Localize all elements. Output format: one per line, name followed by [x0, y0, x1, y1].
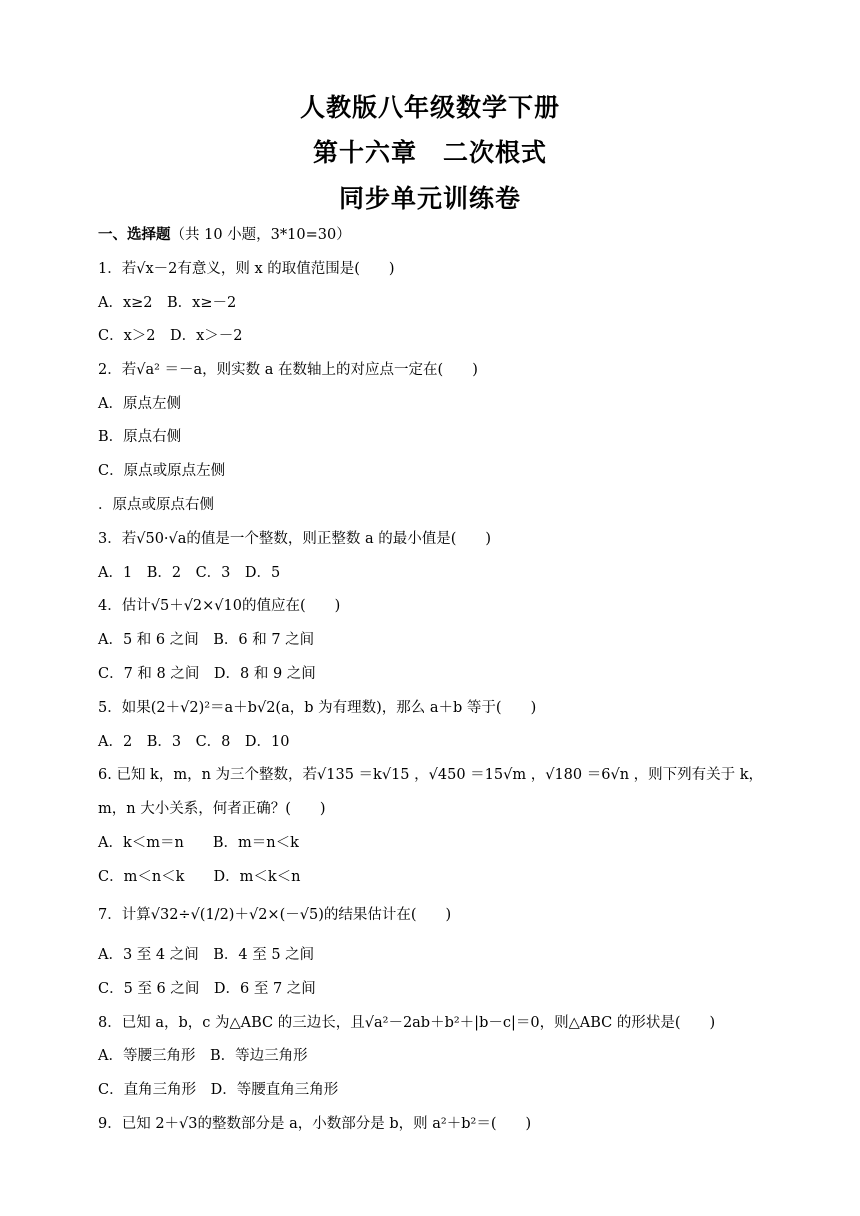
section-heading [98, 225, 351, 245]
question-3: 3．若√50·√a的值是一个整数，则正整数 a 的最小值是( ) [98, 531, 492, 547]
question-2: 2．若√a² ＝－a，则实数 a 在数轴上的对应点一定在( ) [98, 362, 478, 378]
question-9: 9．已知 2＋√3的整数部分是 a，小数部分是 b，则 a²＋b²＝( ) [98, 1116, 532, 1132]
section-heading-note: （共 10 小题，3*10=30） [170, 227, 351, 243]
option-line: A．1 B．2 C．3 D．5 [98, 565, 281, 581]
option-line: ．原点或原点右侧 [98, 497, 214, 513]
option-line: A．原点左侧 [98, 396, 181, 412]
option-line: C．原点或原点左侧 [98, 463, 226, 479]
section-heading-label: 一、选择题 [98, 227, 171, 243]
option-line: A．2 B．3 C．8 D．10 [98, 734, 290, 750]
question-8: 8．已知 a，b，c 为△ABC 的三边长，且√a²－2ab＋b²＋|b－c|＝0，则△ABC 的形状是( ) [98, 1015, 716, 1031]
option-line: C．5 至 6 之间 D．6 至 7 之间 [98, 981, 316, 997]
question-4: 4．估计√5＋√2×√10的值应在( ) [98, 598, 341, 614]
option-line: C．7 和 8 之间 D．8 和 9 之间 [98, 666, 316, 682]
title-line-2: 第十六章 二次根式 [312, 138, 547, 167]
option-line: A．k＜m＝n B．m＝n＜k [98, 835, 299, 851]
question-5: 5．如果(2＋√2)²＝a＋b√2(a，b 为有理数)，那么 a＋b 等于( ) [98, 700, 537, 716]
question-6: 6. 已知 k，m，n 为三个整数，若√135 ＝k√15 ，√450 ＝15√m ，√180 ＝6√n ，则下列有关于 k， [98, 767, 764, 783]
option-line: A．x≥2 B．x≥－2 [98, 295, 237, 311]
title-line-1: 人教版八年级数学下册 [299, 93, 560, 122]
title-line-3: 同步单元训练卷 [338, 184, 521, 213]
question-1: 1．若√x－2有意义，则 x 的取值范围是( ) [98, 261, 395, 277]
option-line: C．直角三角形 D．等腰直角三角形 [98, 1082, 339, 1098]
option-line: C．m＜n＜k D．m＜k＜n [98, 869, 301, 885]
option-line: A．3 至 4 之间 B．4 至 5 之间 [98, 947, 315, 963]
option-line: B．原点右侧 [98, 429, 182, 445]
question-6-continued: m，n 大小关系，何者正确？( ) [98, 801, 326, 817]
option-line: C．x＞2 D．x＞－2 [98, 328, 243, 344]
option-line: A．等腰三角形 B．等边三角形 [98, 1048, 308, 1064]
question-7: 7．计算√32÷√(1/2)＋√2×(－√5)的结果估计在( ) [98, 907, 452, 923]
option-line: A．5 和 6 之间 B．6 和 7 之间 [98, 632, 315, 648]
